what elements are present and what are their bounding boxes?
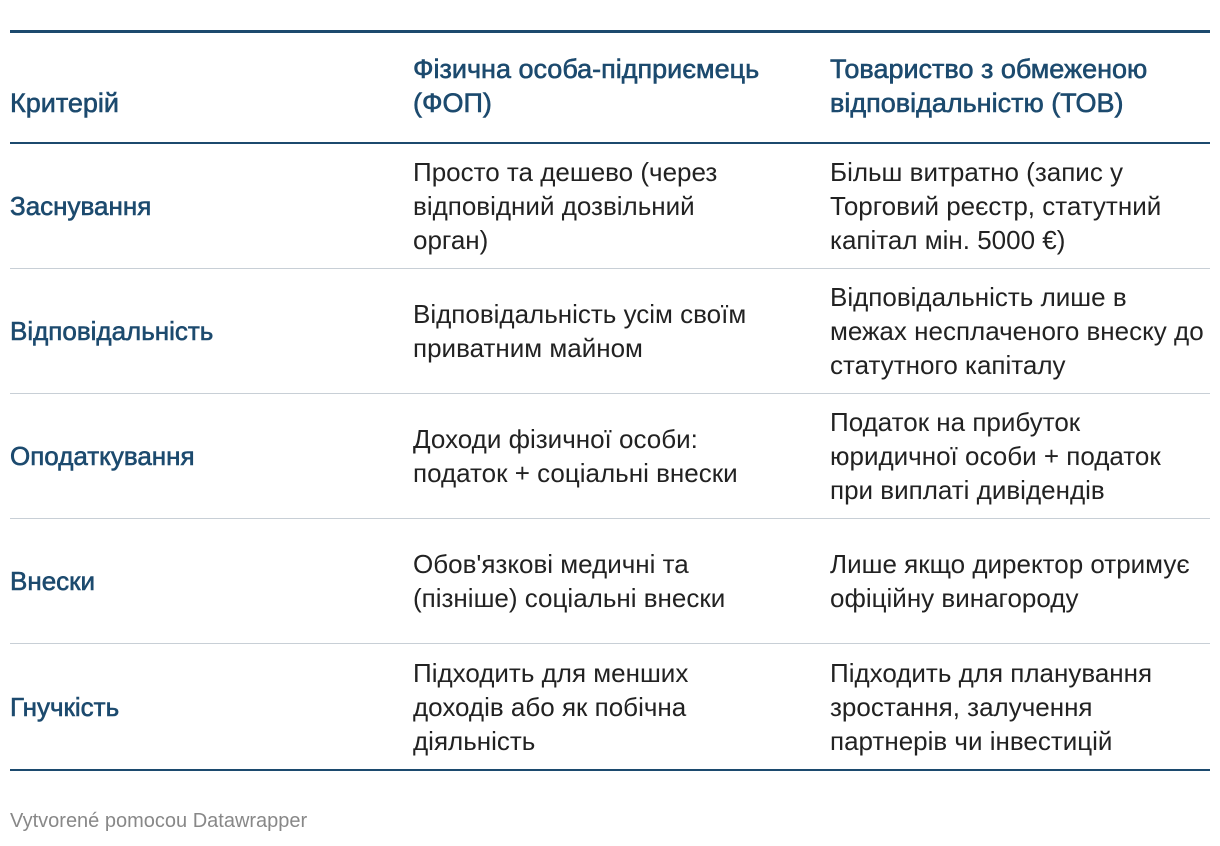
row-criterion: Відповідальність	[10, 316, 214, 346]
row-tov-cell: Підходить для планування зростання, залучення партнерів чи інвестицій	[830, 657, 1153, 756]
table-row	[10, 269, 1210, 394]
row-fop-cell: Обов'язкові медичні та (пізніше) соціальні внески	[413, 549, 726, 613]
table-header-row	[10, 33, 1210, 144]
header-tov: Товариство з обмеженою відповідальністю (ТОВ)	[830, 54, 1148, 118]
row-fop-cell: Підходить для менших доходів або як побічна діяльність	[413, 657, 689, 756]
row-fop-cell: Відповідальність усім своїм приватним майном	[413, 299, 747, 363]
row-criterion: Оподаткування	[10, 441, 195, 471]
row-fop-cell: Доходи фізичної особи: податок + соціальні внески	[413, 424, 738, 488]
row-criterion: Гнучкість	[10, 691, 120, 722]
header-fop: Фізична особа-підприємець (ФОП)	[413, 54, 760, 118]
row-criterion: Заснування	[10, 191, 152, 221]
comparison-table	[10, 30, 1210, 771]
table-row	[10, 394, 1210, 519]
row-fop-cell: Просто та дешево (через відповідний дозвільний орган)	[413, 157, 718, 255]
row-tov-cell: Відповідальність лише в межах несплаченого внеску до статутного капіталу	[830, 282, 1204, 380]
row-tov-cell: Податок на прибуток юридичної особи + податок при виплаті дивідендів	[830, 407, 1161, 505]
table-row	[10, 519, 1210, 644]
row-tov-cell: Лише якщо директор отримує офіційну винагороду	[830, 549, 1190, 613]
row-criterion: Внески	[10, 566, 96, 596]
table-row	[10, 144, 1210, 269]
row-tov-cell: Більш витратно (запис у Торговий реєстр, статутний капітал мін. 5000 €)	[830, 157, 1162, 255]
header-criterion: Критерій	[10, 88, 120, 118]
datawrapper-credit[interactable]: Vytvorené pomocou Datawrapper	[10, 810, 308, 832]
table-row	[10, 644, 1210, 771]
